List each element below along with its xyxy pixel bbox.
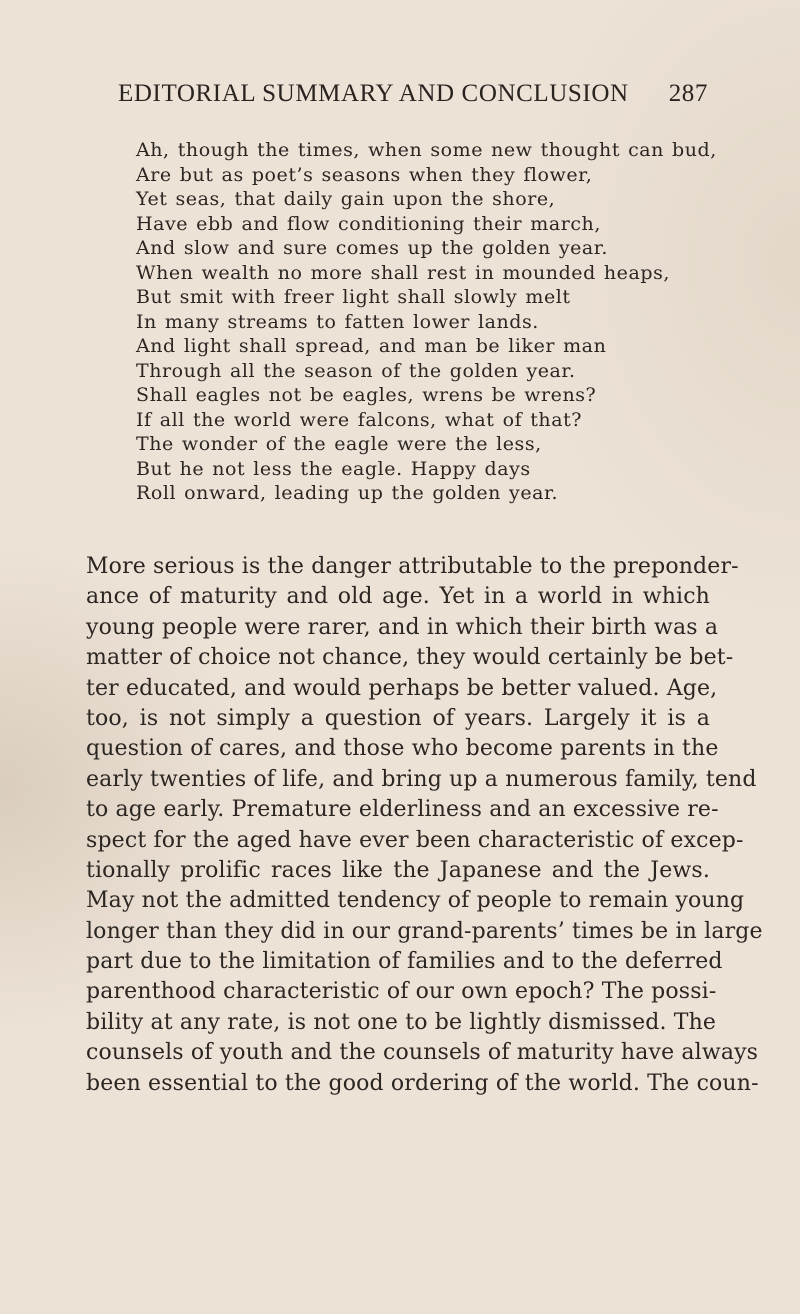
prose-line: bility at any rate, is not one to be lightly dismissed. The [86,1009,717,1035]
poem-line: When wealth no more shall rest in mounded heaps, [136,261,670,284]
poem-line: Shall eagles not be eagles, wrens be wrens? [136,384,597,406]
poem-line: And slow and sure comes up the golden year. [136,237,608,259]
poem-line: Ah, though the times, when some new thought can bud, [136,139,717,161]
poem-line: But smit with freer light shall slowly melt [136,286,571,308]
poem-line: Yet seas, that daily gain upon the shore, [136,188,556,210]
page-number: 287 [668,80,708,107]
prose-line: ter educated, and would perhaps be better valued. Age, [86,675,718,701]
prose-line: been essential to the good ordering of the world. The coun- [86,1070,759,1096]
poem-line: Are but as poet’s seasons when they flower, [136,163,593,186]
prose-line: early twenties of life, and bring up a numerous family, tend [86,766,757,792]
prose-line: More serious is the danger attributable to the preponder- [86,554,739,579]
prose-line: spect for the aged have ever been characteristic of excep- [86,827,744,853]
poem-line: But he not less the eagle. Happy days [136,457,531,480]
prose-line: counsels of youth and the counsels of maturity have always [86,1040,759,1066]
prose-line: tionally prolific races like the Japanese and the Jews. [86,857,710,883]
prose-line: to age early. Premature elderliness and an excessive re- [86,797,719,823]
poem-line: If all the world were falcons, what of that? [136,408,583,431]
prose-line: part due to the limitation of families and to the deferred [86,949,723,975]
prose-line: parenthood characteristic of our own epoch? The possi- [86,979,717,1005]
poem-block [136,138,716,506]
prose-line: too, is not simply a question of years. Largely it is a [86,705,710,731]
poem-line: In many streams to fatten lower lands. [136,310,539,333]
running-head [118,80,708,116]
prose-line: question of cares, and those who become parents in the [86,736,719,762]
poem-line: Roll onward, leading up the golden year. [136,482,559,504]
prose-line: young people were rarer, and in which their birth was a [86,614,719,640]
poem-line: Through all the season of the golden year. [136,359,576,382]
poem-line: Have ebb and flow conditioning their march, [136,212,601,235]
prose-paragraph [86,552,763,1099]
poem-line: And light shall spread, and man be liker man [136,335,607,357]
prose-line: longer than they did in our grand-parents’ times be in large [86,918,763,944]
prose-line: matter of choice not chance, they would certainly be bet- [86,645,734,671]
poem-line: The wonder of the eagle were the less, [136,433,542,455]
chapter-title: EDITORIAL SUMMARY AND CONCLUSION [118,80,629,107]
prose-line: ance of maturity and old age. Yet in a world in which [86,584,710,610]
prose-line: May not the admitted tendency of people to remain young [86,888,745,914]
